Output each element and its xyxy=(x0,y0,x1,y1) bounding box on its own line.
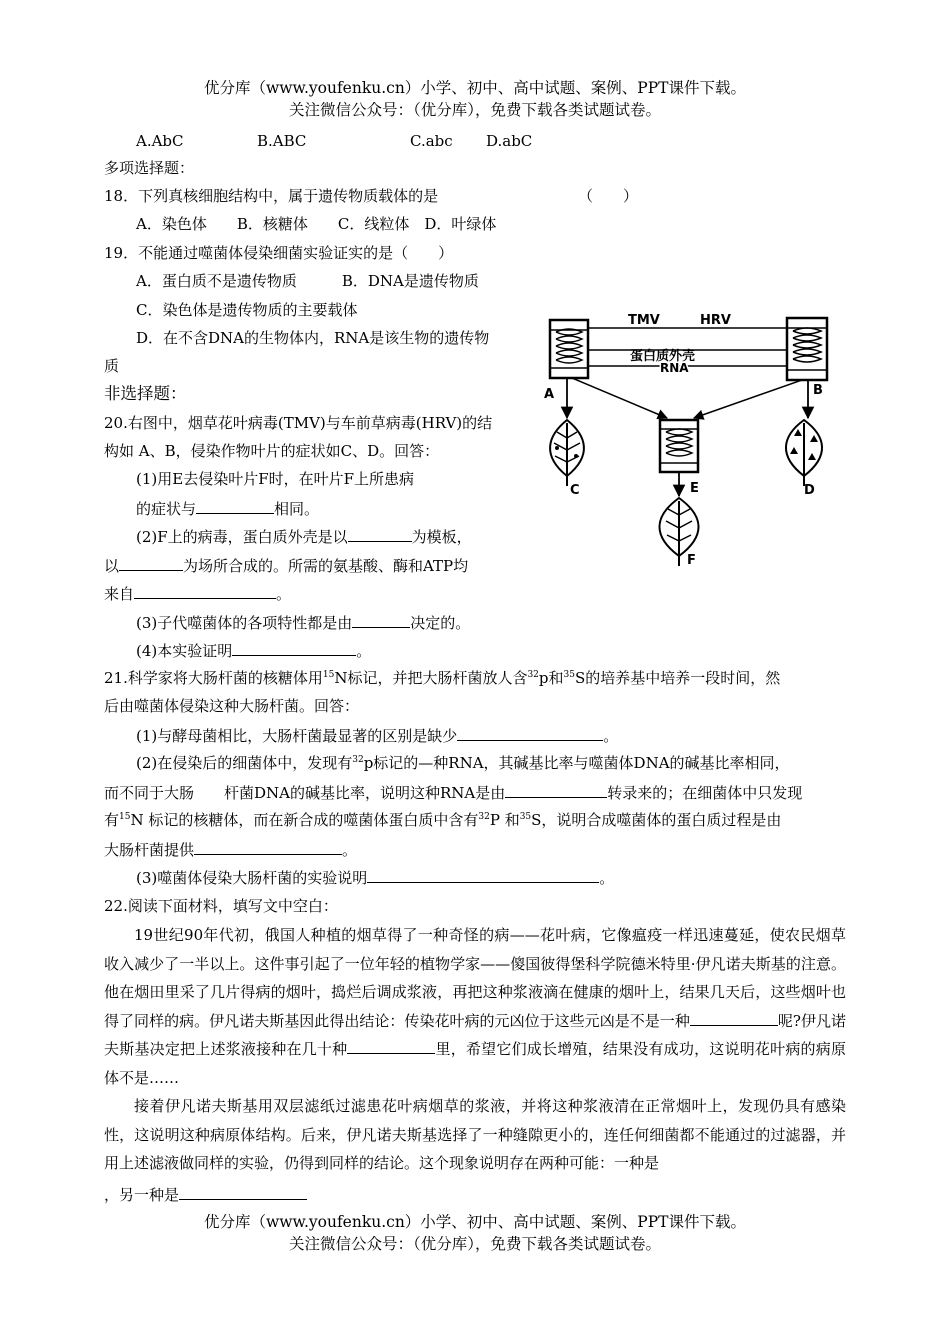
q21-sub2-tail: p标记的—种RNA，其碱基比率与噬菌体DNA的碱基比率相同， xyxy=(363,754,790,772)
q21-intro-2: 后由噬菌体侵染这种大肠杆菌。回答： xyxy=(104,697,360,715)
q20-intro-1: 20.右图中，烟草花叶病毒(TMV)与车前草病毒(HRV)的结 xyxy=(104,414,493,432)
q21-sub2 xyxy=(136,752,790,774)
q22-paragraph-2 xyxy=(104,1092,846,1178)
q22-p1-text-a: 19世纪90年代初，俄国人种植的烟草得了一种奇怪的病——花叶病，它像瘟疫一样迅速蔓延，使农民烟草收入减少了一半以上。这件事引起了一位年轻的植物学家——傻国彼得堡科学院德米特里·伊凡诺夫斯基的注意。他在烟田里采了几片得病的烟叶，捣烂后调成浆液，再把这种浆液滴在健康的烟叶上，结果几天后，这些烟叶也得了同样的病。伊凡诺夫斯基因此得出结论：传染花叶病的元凶位于这些元凶是不是一种 xyxy=(104,926,846,1030)
label-a: A xyxy=(544,387,555,402)
q21-intro-1 xyxy=(104,667,780,689)
q21-sub2c-d: S，说明合成噬菌体的蛋白质过程是由 xyxy=(531,811,782,829)
q19-option-d: D．在不含DNA的生物体内，RNA是该生物的遗传物 xyxy=(136,329,490,347)
section-multi-choice: 多项选择题： xyxy=(104,159,195,177)
q20-blank-5[interactable] xyxy=(352,611,410,628)
q21-sub2-cont2 xyxy=(104,809,781,831)
q21-sub2c-sup-15: 15 xyxy=(119,812,131,822)
q19-options-ab: A．蛋白质不是遗传物质 B．DNA是遗传物质 xyxy=(136,272,479,290)
q20-sub2b-tail: 为场所合成的。所需的氨基酸、酶和ATP均 xyxy=(183,557,469,575)
q20-sub2-cont xyxy=(104,554,468,577)
q20-sub3 xyxy=(136,611,470,634)
q19-option-c: C．染色体是遗传物质的主要载体 xyxy=(136,301,358,319)
q22-p1-text-c: 里，希望它们成长增殖，结果没有成功，这说明花叶病的病原体不是…… xyxy=(104,1040,846,1087)
virus-e-icon xyxy=(660,420,698,472)
q21-blank-1[interactable] xyxy=(457,724,603,741)
q21-blank-3[interactable] xyxy=(194,838,342,855)
label-hrv: HRV xyxy=(700,313,731,328)
q20-sub2c-text: 来自 xyxy=(104,585,135,603)
q22-paragraph-2-end xyxy=(104,1183,307,1206)
site-header-line1: 优分库（www.youfenku.cn）小学、初中、高中试题、案例、PPT课件下载。 xyxy=(203,79,747,97)
q21-sup-15: 15 xyxy=(322,670,335,680)
q21-sub3 xyxy=(136,866,614,889)
q20-blank-6[interactable] xyxy=(232,639,356,656)
option-a: A.AbC xyxy=(136,132,184,150)
q21-sub1 xyxy=(136,724,618,747)
q22-blank-3[interactable] xyxy=(179,1183,307,1200)
q21-sub1-tail: 。 xyxy=(603,727,619,745)
q20-blank-1[interactable] xyxy=(196,497,274,514)
option-b: B.ABC xyxy=(257,132,307,150)
option-c: C.abc xyxy=(410,132,453,150)
q21-text-c: p和 xyxy=(538,669,564,687)
q21-sup-32: 32 xyxy=(527,670,539,680)
q20-sub2-cont2 xyxy=(104,582,291,605)
q21-sub2-cont3 xyxy=(104,838,357,861)
label-protein-shell: 蛋白质外壳 xyxy=(630,349,696,364)
q20-sub2-text: (2)F上的病毒，蛋白质外壳是以 xyxy=(136,528,348,546)
q21-text-d: S的培养基中培养一段时间，然 xyxy=(574,669,781,687)
q20-blank-4[interactable] xyxy=(134,582,276,599)
q21-blank-2[interactable] xyxy=(505,781,607,798)
q19-option-d-cont: 质 xyxy=(104,357,120,375)
q22-title: 22.阅读下面材料，填写文中空白： xyxy=(104,897,338,915)
q22-p2-text-a: 接着伊凡诺夫斯基用双层滤纸过滤患花叶病烟草的浆液，并将这种浆液清在正常烟叶上，发现仍具有感染性，这说明这种病原体结构。后来，伊凡诺夫斯基选择了一种缝隙更小的，连任何细菌都不能通过的过滤器，并用上述滤液做同样的实验，仍得到同样的结论。这个现象说明存在两种可能：一种是 xyxy=(104,1097,846,1172)
site-footer-line2: 关注微信公众号：（优分库），免费下载各类试题试卷。 xyxy=(288,1235,661,1253)
leaf-c-icon xyxy=(550,420,584,486)
q20-sub4 xyxy=(136,639,371,662)
q21-text-b: N标记，并把大肠杆菌放人含 xyxy=(334,669,528,687)
virus-a-icon xyxy=(550,320,588,378)
q21-sup-35: 35 xyxy=(563,670,575,680)
q20-sub2c-tail: 。 xyxy=(276,585,292,603)
q20-sub3-tail: 决定的。 xyxy=(410,614,471,632)
label-b: B xyxy=(813,383,823,398)
q22-paragraph-1 xyxy=(104,921,846,1092)
q18-stem: 18．下列真核细胞结构中，属于遗传物质载体的是 xyxy=(104,187,439,205)
q21-sub2d-tail: 。 xyxy=(342,841,358,859)
q21-sub2c-sup-35: 35 xyxy=(519,812,532,822)
q21-sub2b-text: 而不同于大肠 杆菌DNA的碱基比率，说明这种RNA是由 xyxy=(104,784,506,802)
q21-sub2c-b: N 标记的核糖体，而在新合成的噬菌体蛋白质中含有 xyxy=(130,811,479,829)
label-c: C xyxy=(570,483,580,498)
q21-sub2d-text: 大肠杆菌提供 xyxy=(104,841,195,859)
label-rna: RNA xyxy=(660,361,689,375)
q20-sub4-text: (4)本实验证明 xyxy=(136,642,233,660)
q21-sub2-cont xyxy=(104,781,802,804)
q20-sub2b-text: 以 xyxy=(104,557,120,575)
q20-sub1: (1)用E去侵染叶片F时，在叶片F上所患病 xyxy=(136,470,415,488)
q21-sub3-tail: 。 xyxy=(599,869,615,887)
q19-stem: 19．不能通过噬菌体侵染细菌实验证实的是（ ） xyxy=(104,244,454,262)
q18-options: A．染色体 B．核糖体 C．线粒体 D．叶绿体 xyxy=(136,215,497,233)
q22-blank-1[interactable] xyxy=(690,1009,778,1026)
q22-p2-text-b: ，另一种是 xyxy=(104,1186,180,1204)
label-d: D xyxy=(804,483,815,498)
q20-intro-2: 构如 A、B，侵染作物叶片的症状如C、D。回答： xyxy=(104,442,440,460)
section-non-choice: 非选择题： xyxy=(104,384,187,403)
q20-sub1-tail: 相同。 xyxy=(274,500,320,518)
q20-sub3-text: (3)子代噬菌体的各项特性都是由 xyxy=(136,614,353,632)
virus-b-icon xyxy=(787,318,827,380)
q20-sub2 xyxy=(136,525,472,548)
q20-blank-3[interactable] xyxy=(119,554,183,571)
label-e: E xyxy=(690,481,699,496)
label-tmv: TMV xyxy=(628,313,660,328)
q20-sub4-tail: 。 xyxy=(356,642,372,660)
q21-blank-4[interactable] xyxy=(367,866,599,883)
q21-sub3-text: (3)噬菌体侵染大肠杆菌的实验说明 xyxy=(136,869,368,887)
q21-sub2-text: (2)在侵染后的细菌体中，发现有 xyxy=(136,754,353,772)
q21-sub2-sup-32: 32 xyxy=(352,755,364,765)
q20-sub1-text: 的症状与 xyxy=(136,500,197,518)
q21-sub2c-a: 有 xyxy=(104,811,120,829)
q22-blank-2[interactable] xyxy=(347,1037,435,1054)
q21-sub2c-sup-32: 32 xyxy=(478,812,490,822)
site-footer-line1: 优分库（www.youfenku.cn）小学、初中、高中试题、案例、PPT课件下载。 xyxy=(203,1213,747,1231)
leaf-d-icon xyxy=(786,420,822,486)
q21-sub2b-tail: 转录来的；在细菌体中只发现 xyxy=(607,784,803,802)
q20-sub1-cont xyxy=(136,497,319,520)
label-f: F xyxy=(687,553,696,566)
q21-sub1-text: (1)与酵母菌相比，大肠杆菌最显著的区别是缺少 xyxy=(136,727,458,745)
option-d: D.abC xyxy=(486,132,533,150)
virus-diagram xyxy=(532,308,850,566)
site-header-line2: 关注微信公众号：（优分库），免费下载各类试题试卷。 xyxy=(288,101,661,119)
q21-sub2c-c: P 和 xyxy=(489,811,520,829)
q21-text-a: 21.科学家将大肠杆菌的核糖体用 xyxy=(104,669,323,687)
q22-p1-text-b: 呢?伊凡诺夫斯基决定把上述浆液接种在几十种 xyxy=(104,1011,846,1058)
q20-blank-2[interactable] xyxy=(348,525,412,542)
q18-answer-paren: （ ） xyxy=(578,187,639,205)
q20-sub2-tail: 为模板， xyxy=(411,528,472,546)
